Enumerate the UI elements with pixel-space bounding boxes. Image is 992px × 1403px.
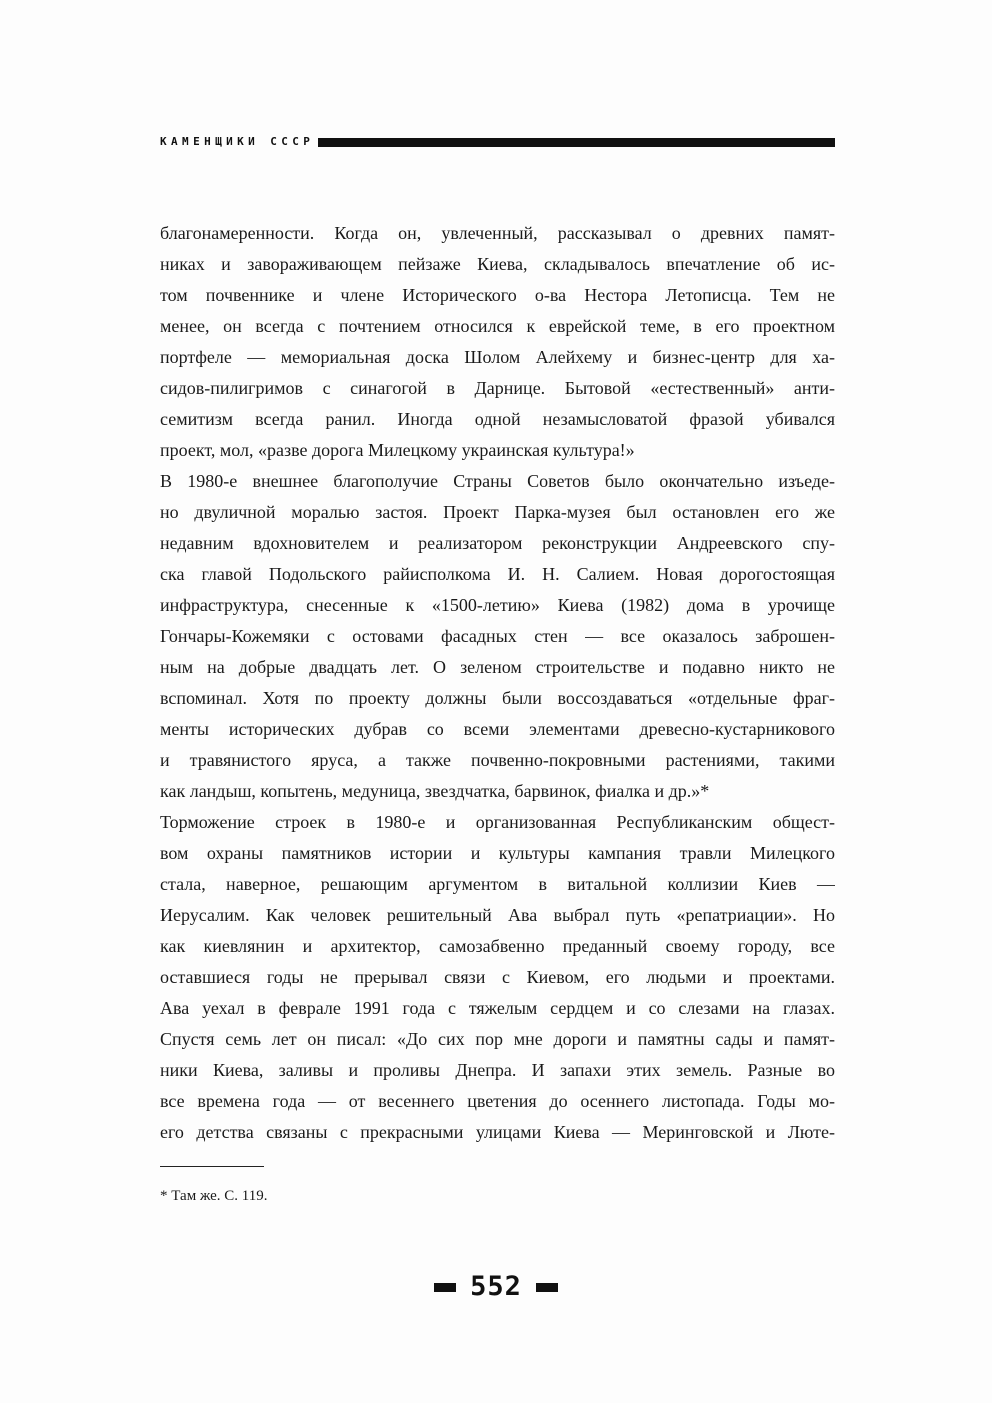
folio-right-bar	[536, 1283, 558, 1292]
text-line: Ава уехал в феврале 1991 года с тяжелым сердцем и со слезами на глазах.	[160, 998, 835, 1018]
text-line: проект, мол, «разве дорога Милецкому украинская культура!»	[160, 440, 635, 460]
text-line: Спустя семь лет он писал: «До сих пор мне дороги и памятны сады и памят-	[160, 1029, 835, 1049]
text-line: ска главой Подольского райисполкома И. Н. Салием. Новая дорогостоящая	[160, 564, 835, 584]
text-line: менты исторических дубрав со всеми элементами древесно-кустарникового	[160, 719, 835, 739]
text-line: вспоминал. Хотя по проекту должны были воссоздаваться «отдельные фраг-	[160, 688, 835, 708]
text-line: все времена года — от весеннего цветения до осеннего листопада. Годы мо-	[160, 1091, 835, 1111]
header-rule	[318, 138, 835, 147]
body-text	[160, 218, 835, 1148]
running-header	[160, 134, 835, 150]
text-line: семитизм всегда ранил. Иногда одной незамысловатой фразой убивался	[160, 409, 835, 429]
text-line: оставшиеся годы не прерывал связи с Киевом, его людьми и проектами.	[160, 967, 835, 987]
running-head-title: КАМЕНЩИКИ СССР	[160, 135, 315, 148]
text-line: как ландыш, копытень, медуница, звездчатка, барвинок, фиалка и др.»*	[160, 781, 710, 801]
text-line: ники Киева, заливы и проливы Днепра. И запахи этих земель. Разные во	[160, 1060, 835, 1080]
text-line: Торможение строек в 1980-е и организованная Республиканским общест-	[160, 812, 835, 832]
page-folio	[0, 1270, 992, 1304]
footnote: * Там же. С. 119.	[160, 1188, 268, 1204]
text-line: его детства связаны с прекрасными улицами Киева — Меринговской и Люте-	[160, 1122, 835, 1142]
text-line: стала, наверное, решающим аргументом в витальной коллизии Киев —	[160, 874, 835, 894]
text-line: В 1980-е внешнее благополучие Страны Советов было окончательно изъеде-	[160, 471, 835, 491]
text-line: том почвеннике и члене Исторического о-ва Нестора Летописца. Тем не	[160, 285, 835, 305]
text-line: менее, он всегда с почтением относился к еврейской теме, в его проектном	[160, 316, 835, 336]
text-line: ным на добрые двадцать лет. О зеленом строительстве и подавно никто не	[160, 657, 835, 677]
text-line: никах и завораживающем пейзаже Киева, складывалось впечатление об ис-	[160, 254, 835, 274]
text-line: недавним вдохновителем и реализатором реконструкции Андреевского спу-	[160, 533, 835, 553]
footnote-rule	[160, 1166, 264, 1167]
text-line: как киевлянин и архитектор, самозабвенно преданный своему городу, все	[160, 936, 835, 956]
text-line: вом охраны памятников истории и культуры кампания травли Милецкого	[160, 843, 835, 863]
page-number: 552	[470, 1271, 522, 1302]
folio-left-bar	[434, 1283, 456, 1292]
text-line: но двуличной моралью застоя. Проект Парка-музея был остановлен его же	[160, 502, 835, 522]
text-line: сидов-пилигримов с синагогой в Дарнице. Бытовой «естественный» анти-	[160, 378, 835, 398]
text-line: портфеле — мемориальная доска Шолом Алейхему и бизнес-центр для ха-	[160, 347, 835, 367]
text-line: благонамеренности. Когда он, увлеченный, рассказывал о древних памят-	[160, 223, 835, 243]
text-line: Гончары-Кожемяки с остовами фасадных стен — все оказалось заброшен-	[160, 626, 835, 646]
text-line: инфраструктура, снесенные к «1500-летию» Киева (1982) дома в урочище	[160, 595, 835, 615]
text-line: и травянистого яруса, а также почвенно-покровными растениями, такими	[160, 750, 835, 770]
text-line: Иерусалим. Как человек решительный Ава выбрал путь «репатриации». Но	[160, 905, 835, 925]
